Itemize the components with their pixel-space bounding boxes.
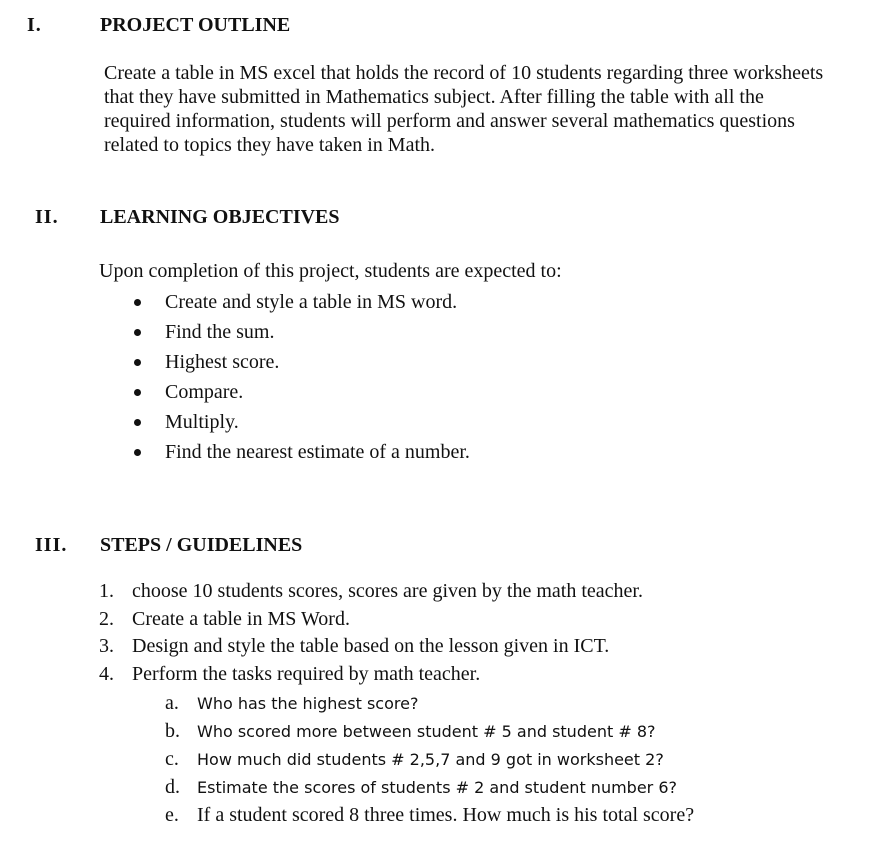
step-text: Design and style the table based on the lesson given in ICT. <box>132 635 610 657</box>
objective-text: Find the sum. <box>165 321 275 343</box>
project-outline-paragraph: Create a table in MS excel that holds the record of 10 students regarding three worksheets that they have submitted in Mathematics subject. After filling the table with all the required information, students will perform and answer several mathematics questions related to topics they have taken in Math. <box>104 62 824 156</box>
substep-text: How much did students # 2,5,7 and 9 got in worksheet 2? <box>197 750 664 769</box>
step-number: 4. <box>99 663 114 685</box>
substep-letter: b. <box>165 720 180 742</box>
substep-text: Who scored more between student # 5 and student # 8? <box>197 722 656 741</box>
bullet-icon <box>134 299 141 306</box>
substep-text: If a student scored 8 three times. How much is his total score? <box>197 804 695 826</box>
substep-text: Estimate the scores of students # 2 and student number 6? <box>197 778 678 797</box>
section-2-title: LEARNING OBJECTIVES <box>100 206 340 228</box>
substep-letter: e. <box>165 804 179 826</box>
section-3-title: STEPS / GUIDELINES <box>100 534 303 556</box>
bullet-icon <box>134 449 141 456</box>
objective-text: Find the nearest estimate of a number. <box>165 441 470 463</box>
bullet-icon <box>134 329 141 336</box>
step-text: choose 10 students scores, scores are given by the math teacher. <box>132 580 643 602</box>
objective-text: Multiply. <box>165 411 239 433</box>
objective-text: Create and style a table in MS word. <box>165 291 458 313</box>
step-text: Perform the tasks required by math teacher. <box>132 663 481 685</box>
objectives-intro: Upon completion of this project, students are expected to: <box>99 260 562 282</box>
bullet-icon <box>134 419 141 426</box>
section-1-title: PROJECT OUTLINE <box>100 14 291 36</box>
bullet-icon <box>134 389 141 396</box>
section-2-numeral: II. <box>35 206 59 228</box>
section-1-numeral: I. <box>27 14 42 36</box>
bullet-icon <box>134 359 141 366</box>
substep-text: Who has the highest score? <box>197 694 419 713</box>
substep-letter: d. <box>165 776 180 798</box>
objective-text: Highest score. <box>165 351 280 373</box>
step-number: 3. <box>99 635 114 657</box>
objective-text: Compare. <box>165 381 244 403</box>
substep-letter: a. <box>165 692 179 714</box>
step-number: 2. <box>99 608 114 630</box>
step-number: 1. <box>99 580 114 602</box>
section-3-numeral: III. <box>35 534 68 556</box>
substep-letter: c. <box>165 748 179 770</box>
step-text: Create a table in MS Word. <box>132 608 350 630</box>
